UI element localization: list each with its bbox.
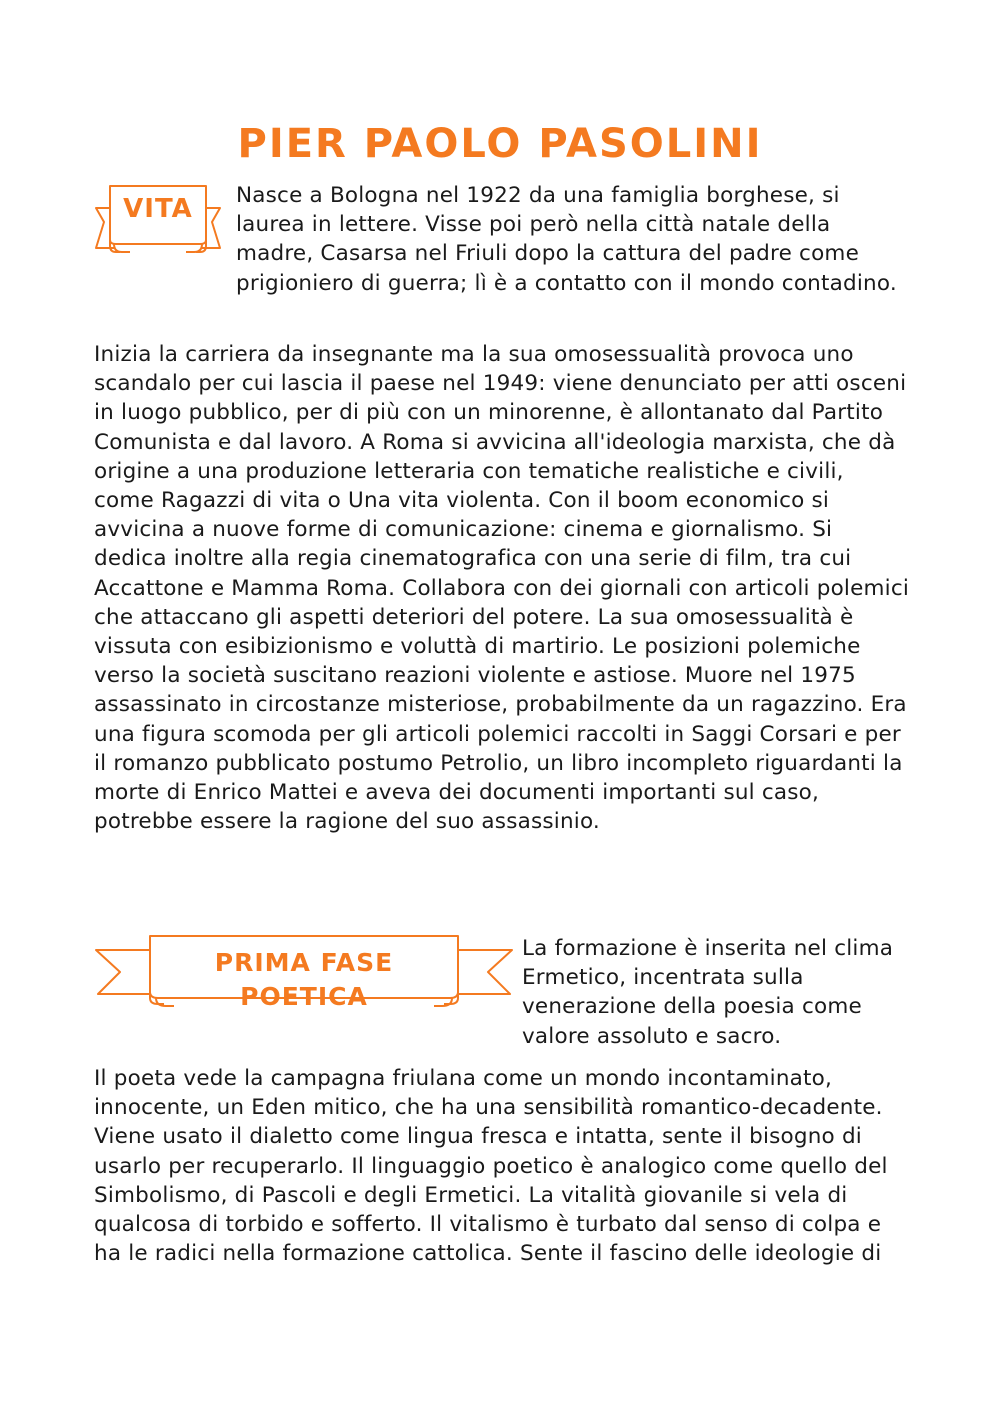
page-title: PIER PAOLO PASOLINI (237, 121, 763, 167)
prima-fase-label: PRIMA FASE POETICA (214, 948, 394, 1011)
vita-body-text: Inizia la carriera da insegnante ma la sua omosessualità provoca uno scandalo per cui lascia il paese nel 1949: viene denunciato per atti osceni in luogo pubblico, per di più con un minorenne, è allontanato dal Partito Comunista e dal lavoro. A Roma si avvicina all'ideologia marxista, che dà origine a una produzione letteraria con tematiche realistiche e civili, come Ragazzi di vita o Una vita violenta. Con il boom economico si avvicina a nuove forme di comunicazione: cinema e giornalismo. Si dedica inoltre alla regia cinematografica con una serie di film, tra cui Accattone e Mamma Roma. Collabora con dei giornali con articoli polemici che attaccano gli aspetti deteriori del potere. La sua omosessualità è vissuta con esibizionismo e voluttà di martirio. Le posizioni polemiche verso la società suscitano reazioni violente e astiose. Muore nel 1975 assassinato in circostanze misteriose, probabilmente da un ragazzino. Era una figura scomoda per gli articoli polemici raccolti in Saggi Corsari e per il romanzo pubblicato postumo Petrolio, un libro incompleto riguardanti la morte di Enrico Mattei e aveva dei documenti importanti sul caso, potrebbe essere la ragione del suo assassinio. (94, 342, 910, 835)
vita-intro-text: Nasce a Bologna nel 1922 da una famiglia borghese, si laurea in lettere. Visse poi però nella città natale della madre, Casarsa nel Friuli dopo la cattura del padre come prigioniero di guerra; lì è a contatto con il mondo contadino. (236, 183, 897, 296)
prima-fase-body-text: Il poeta vede la campagna friulana come un mondo incontaminato, innocente, un Eden mitico, che ha una sensibilità romantico-decadente. Viene usato il dialetto come lingua fresca e intatta, sente il bisogno di usarlo per recuperarlo. Il linguaggio poetico è analogico come quello del Simbolismo, di Pascoli e degli Ermetici. La vitalità giovanile si vela di qualcosa di torbido e sofferto. Il vitalismo è turbato dal senso di colpa e ha le radici nella formazione cattolica. Sente il fascino delle ideologie di (94, 1066, 888, 1267)
vita-label: VITA (123, 194, 193, 224)
prima-fase-intro-text: La formazione è inserita nel clima Ermetico, incentrata sulla venerazione della poesia come valore assoluto e sacro. (522, 936, 894, 1049)
vita-banner (94, 180, 222, 260)
prima-fase-banner (94, 932, 514, 1012)
